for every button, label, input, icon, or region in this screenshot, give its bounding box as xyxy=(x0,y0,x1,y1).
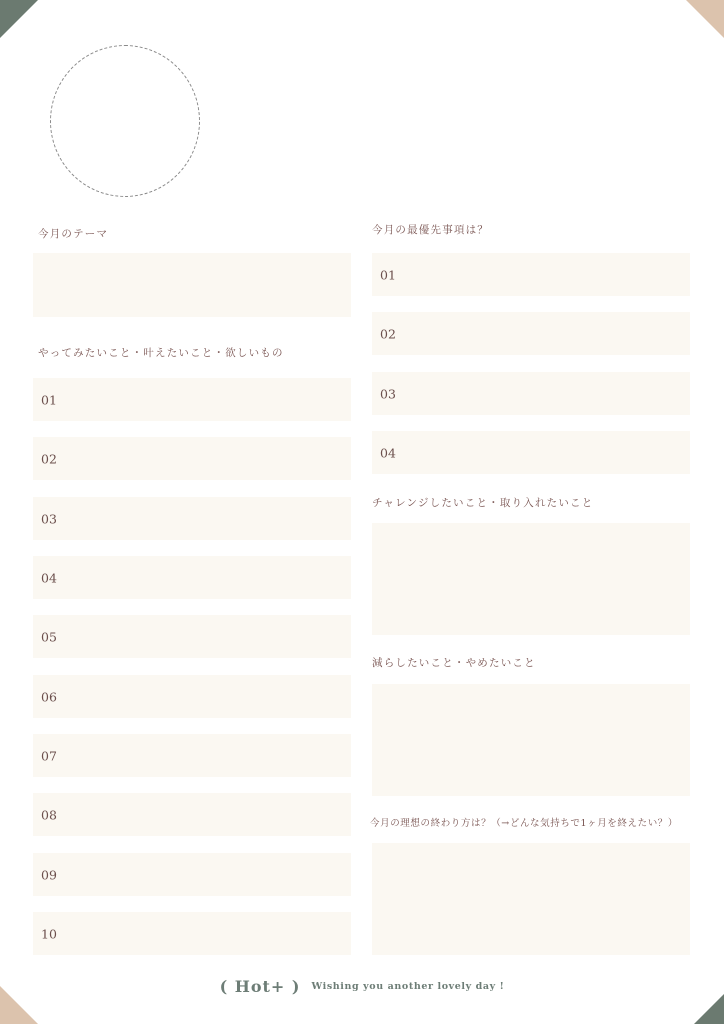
priority-row[interactable] xyxy=(372,253,690,296)
wish-row-number: 01 xyxy=(41,392,57,407)
reduce-input-box[interactable] xyxy=(372,684,690,796)
wish-row[interactable] xyxy=(33,497,351,540)
priority-row[interactable] xyxy=(372,312,690,355)
month-circle-placeholder[interactable] xyxy=(50,45,200,197)
wish-row[interactable] xyxy=(33,853,351,896)
wish-row-number: 06 xyxy=(41,689,57,704)
wish-row[interactable] xyxy=(33,675,351,718)
corner-decoration-top-left xyxy=(0,0,38,38)
wish-row[interactable] xyxy=(33,556,351,599)
challenge-input-box[interactable] xyxy=(372,523,690,635)
brand-logo: ( Hot+ ) xyxy=(219,977,301,996)
corner-decoration-top-right xyxy=(686,0,724,38)
wish-row[interactable] xyxy=(33,793,351,836)
challenge-label: チャレンジしたいこと・取り入れたいこと xyxy=(372,497,594,509)
corner-decoration-bottom-right xyxy=(694,994,724,1024)
wish-row[interactable] xyxy=(33,615,351,658)
wish-label: やってみたいこと・叶えたいこと・欲しいもの xyxy=(38,347,284,359)
priority-label: 今月の最優先事項は？ xyxy=(372,224,489,236)
wish-row[interactable] xyxy=(33,734,351,777)
wish-row[interactable] xyxy=(33,912,351,955)
priority-row[interactable] xyxy=(372,372,690,415)
wish-row-number: 10 xyxy=(41,926,57,941)
theme-label: 今月のテーマ xyxy=(38,228,109,240)
theme-input-box[interactable] xyxy=(33,253,351,317)
ideal-end-label: 今月の理想の終わり方は？（→どんな気持ちで1ヶ月を終えたい？） xyxy=(370,818,679,829)
wish-row-number: 07 xyxy=(41,748,57,763)
wish-row-number: 05 xyxy=(41,629,57,644)
reduce-label: 減らしたいこと・やめたいこと xyxy=(372,657,536,669)
priority-row-number: 01 xyxy=(380,267,396,282)
wish-row-number: 08 xyxy=(41,807,57,822)
ideal-end-input-box[interactable] xyxy=(372,843,690,955)
wish-row-number: 02 xyxy=(41,451,57,466)
tagline: Wishing you another lovely day ! xyxy=(311,981,505,992)
footer xyxy=(0,976,724,996)
wish-row-number: 03 xyxy=(41,511,57,526)
priority-row-number: 02 xyxy=(380,326,396,341)
priority-row-number: 03 xyxy=(380,386,396,401)
wish-row[interactable] xyxy=(33,437,351,480)
wish-row-number: 09 xyxy=(41,867,57,882)
wish-row[interactable] xyxy=(33,378,351,421)
priority-row[interactable] xyxy=(372,431,690,474)
wish-row-number: 04 xyxy=(41,570,57,585)
priority-row-number: 04 xyxy=(380,445,396,460)
